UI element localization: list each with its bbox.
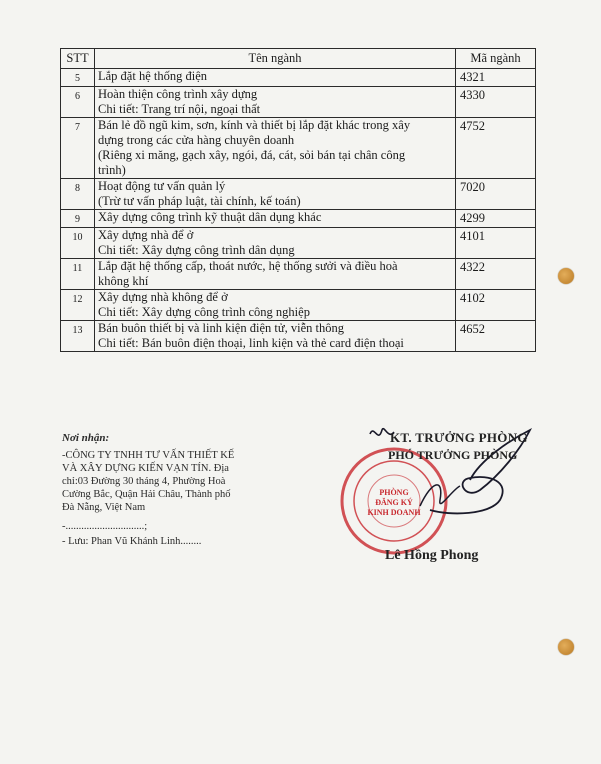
row-code: 4101: [456, 228, 536, 259]
table-row: [61, 87, 536, 118]
row-description: [95, 228, 456, 259]
description-line: Xây dựng nhà không để ở: [98, 290, 228, 304]
binder-hole-top: [558, 268, 574, 284]
recipient-line: - Lưu: Phan Vũ Khánh Linh........: [62, 536, 202, 547]
svg-text:PHÒNG: PHÒNG: [379, 488, 409, 497]
svg-text:ĐĂNG KÝ: ĐĂNG KÝ: [375, 498, 413, 507]
recipient-line: Cường Bắc, Quận Hải Châu, Thành phố: [62, 489, 231, 500]
row-stt: 10: [61, 228, 95, 259]
signatory-title: KT. TRƯỞNG PHÒNG: [390, 430, 528, 445]
row-description: [95, 210, 456, 228]
row-code: 4752: [456, 118, 536, 179]
row-stt: 8: [61, 179, 95, 210]
recipient-line: -..............................;: [62, 521, 148, 532]
row-code: 4102: [456, 290, 536, 321]
description-line: Chi tiết: Xây dựng công trình công nghiệp: [98, 305, 310, 319]
row-description: [95, 118, 456, 179]
description-line: Lắp đặt hệ thống điện: [98, 69, 207, 83]
row-code: 4322: [456, 259, 536, 290]
binder-hole-bottom: [558, 639, 574, 655]
table-row: [61, 210, 536, 228]
recipient-line: Đà Nẵng, Việt Nam: [62, 502, 146, 513]
row-description: [95, 290, 456, 321]
description-line: (Trừ tư vấn pháp luật, tài chính, kế toán): [98, 194, 301, 208]
table-row: [61, 290, 536, 321]
description-line: Chi tiết: Trang trí nội, ngoại thất: [98, 102, 261, 116]
description-line: không khí: [98, 274, 149, 288]
table-row: [61, 179, 536, 210]
header-stt: STT: [61, 49, 95, 69]
row-stt: 11: [61, 259, 95, 290]
row-stt: 13: [61, 321, 95, 352]
business-lines-table: [60, 48, 536, 352]
description-line: trình): [98, 163, 126, 177]
signatory-subtitle: PHÓ TRƯỞNG PHÒNG: [388, 448, 518, 462]
row-stt: 6: [61, 87, 95, 118]
row-description: [95, 259, 456, 290]
table-row: [61, 69, 536, 87]
description-line: Hoàn thiện công trình xây dựng: [98, 87, 258, 101]
table-header-row: [61, 49, 536, 69]
recipient-line: chỉ:03 Đường 30 tháng 4, Phường Hoà: [62, 476, 226, 487]
table-row: [61, 259, 536, 290]
row-code: 4330: [456, 87, 536, 118]
row-code: 4299: [456, 210, 536, 228]
signature-block: [330, 420, 560, 580]
row-stt: 9: [61, 210, 95, 228]
description-line: Hoạt động tư vấn quản lý: [98, 179, 226, 193]
description-line: Bán buôn thiết bị và linh kiện điện tử, viễn thông: [98, 321, 344, 335]
table-body: [61, 69, 536, 352]
row-stt: 7: [61, 118, 95, 179]
header-code: Mã ngành: [456, 49, 536, 69]
row-code: 4652: [456, 321, 536, 352]
recipients-block: [62, 432, 262, 548]
row-code: 7020: [456, 179, 536, 210]
recipient-line: -CÔNG TY TNHH TƯ VẤN THIẾT KẾ: [62, 450, 235, 461]
description-line: Xây dựng công trình kỹ thuật dân dụng khác: [98, 210, 322, 224]
svg-text:KINH DOANH: KINH DOANH: [367, 508, 421, 517]
row-stt: 12: [61, 290, 95, 321]
table-row: [61, 228, 536, 259]
signatory-name: Lê Hồng Phong: [385, 548, 479, 563]
table-row: [61, 321, 536, 352]
recipient-line: VÀ XÂY DỰNG KIẾN VẠN TÍN. Địa: [62, 463, 229, 474]
description-line: Xây dựng nhà để ở: [98, 228, 194, 242]
row-stt: 5: [61, 69, 95, 87]
recipients-heading: Nơi nhận:: [62, 432, 110, 444]
header-name: Tên ngành: [95, 49, 456, 69]
description-line: Chi tiết: Bán buôn điện thoại, linh kiện và thẻ card điện thoại: [98, 336, 404, 350]
description-line: Bán lẻ đồ ngũ kim, sơn, kính và thiết bị lắp đặt khác trong xây: [98, 118, 411, 132]
row-description: [95, 179, 456, 210]
row-description: [95, 69, 456, 87]
table-row: [61, 118, 536, 179]
description-line: Chi tiết: Xây dựng công trình dân dụng: [98, 243, 295, 257]
description-line: (Riêng xi măng, gạch xây, ngói, đá, cát, sỏi bán tại chân công: [98, 148, 406, 162]
row-description: [95, 87, 456, 118]
description-line: dựng trong các cửa hàng chuyên doanh: [98, 133, 295, 147]
row-code: 4321: [456, 69, 536, 87]
description-line: Lắp đặt hệ thống cấp, thoát nước, hệ thống sưởi và điều hoà: [98, 259, 398, 273]
row-description: [95, 321, 456, 352]
